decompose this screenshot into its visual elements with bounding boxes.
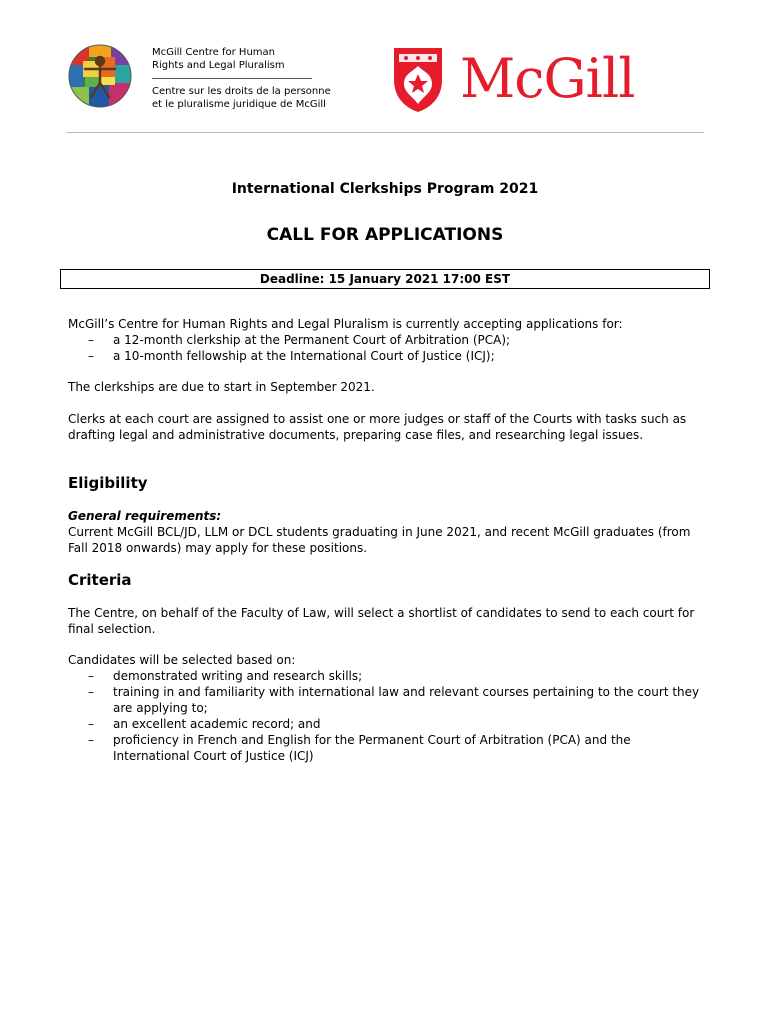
- centre-name-fr-line-2: et le pluralisme juridique de McGill: [152, 99, 326, 110]
- start-note: The clerkships are due to start in September 2021.: [68, 380, 375, 394]
- general-requirements-label: General requirements:: [68, 509, 222, 523]
- centre-globe-logo-icon: [67, 43, 133, 109]
- centre-name-block: [152, 46, 352, 111]
- document-subtitle: CALL FOR APPLICATIONS: [266, 225, 504, 245]
- centre-name-en-line-2: Rights and Legal Pluralism: [152, 60, 285, 71]
- intro-paragraph: McGill’s Centre for Human Rights and Legal Pluralism is currently accepting applications for:: [68, 317, 623, 331]
- selection-paragraph: The Centre, on behalf of the Faculty of Law, will select a shortlist of candidates to send to each court for final selection.: [68, 606, 695, 636]
- mcgill-wordmark: McGill: [460, 47, 635, 110]
- list-item: – an excellent academic record; and: [68, 716, 708, 732]
- letterhead: [0, 0, 770, 140]
- eligibility-heading: Eligibility: [68, 474, 148, 492]
- list-item: – a 12-month clerkship at the Permanent Court of Arbitration (PCA);: [68, 332, 708, 348]
- centre-name-divider: [152, 78, 312, 79]
- eligibility-paragraph: Current McGill BCL/JD, LLM or DCL students graduating in June 2021, and recent McGill graduates (from Fall 2018 onwards) may apply for these positions.: [68, 525, 691, 555]
- based-on-paragraph: Candidates will be selected based on:: [68, 653, 296, 667]
- list-item: – demonstrated writing and research skills;: [68, 668, 708, 684]
- criteria-heading: Criteria: [68, 571, 132, 589]
- positions-list: [68, 332, 708, 364]
- deadline-box: Deadline: 15 January 2021 17:00 EST: [60, 269, 710, 289]
- criteria-list: [68, 668, 708, 764]
- list-item: – training in and familiarity with international law and relevant courses pertaining to the court they are applying to;: [68, 684, 708, 716]
- centre-name-en-line-1: McGill Centre for Human: [152, 47, 275, 58]
- centre-name-fr-line-1: Centre sur les droits de la personne: [152, 86, 331, 97]
- header-divider: [66, 132, 704, 133]
- document-title: International Clerkships Program 2021: [231, 181, 539, 197]
- intro-section: [68, 316, 708, 364]
- eligibility-section: [68, 508, 708, 556]
- duties-paragraph: Clerks at each court are assigned to assist one or more judges or staff of the Courts with tasks such as drafting legal and administrative documents, preparing case files, and researching legal issues.: [68, 412, 687, 442]
- list-item: – a 10-month fellowship at the International Court of Justice (ICJ);: [68, 348, 708, 364]
- criteria-section: [68, 652, 708, 764]
- list-item: – proficiency in French and English for the Permanent Court of Arbitration (PCA) and the International Court of Justice (ICJ): [68, 732, 708, 764]
